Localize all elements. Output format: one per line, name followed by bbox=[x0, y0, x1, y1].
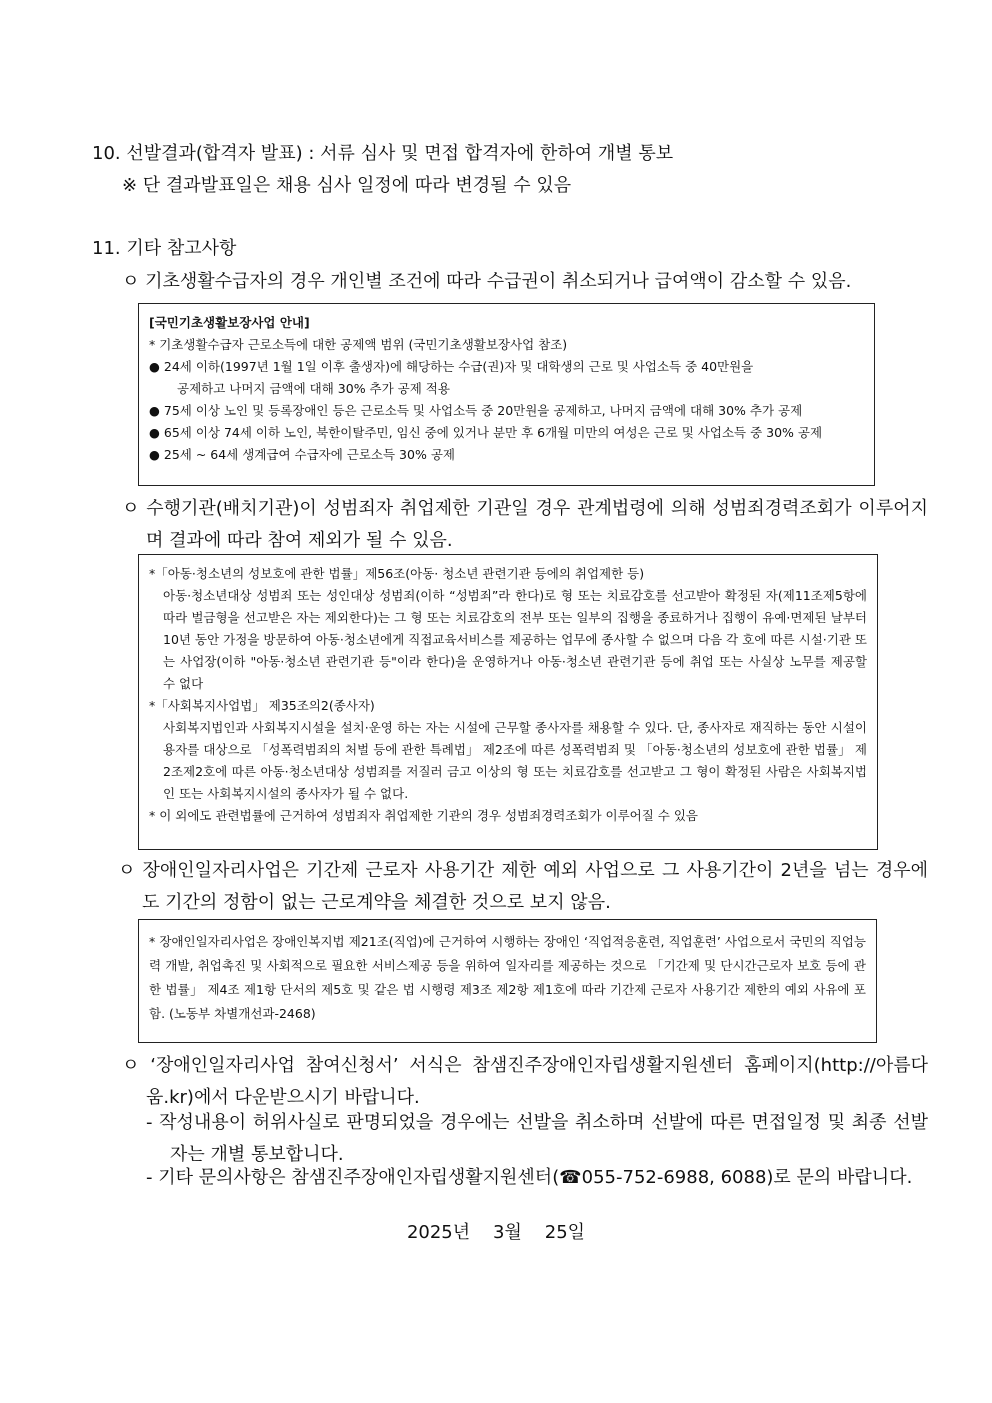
sub-false-info: - 작성내용이 허위사실로 판명되었을 경우에는 선발을 취소하며 선발에 따른 면접일정 및 최종 선발자는 개별 통보합니다. bbox=[146, 1112, 928, 1165]
item-application-form: ㅇ ‘장애인일자리사업 참여신청서’ 서식은 참샘진주장애인자립생활지원센터 홈페이지(http://아름다움.kr)에서 다운받으시기 바랍니다. bbox=[122, 1055, 928, 1108]
box1-line: ● 25세 ~ 64세 생계급여 수급자에 근로소득 30% 공제 bbox=[149, 447, 455, 462]
item-sex-crime-check: ㅇ 수행기관(배치기관)이 성범죄자 취업제한 기관일 경우 관계법령에 의해 성범죄경력조회가 이루어지며 결과에 따라 참여 제외가 될 수 있음. bbox=[122, 498, 928, 551]
sex-crime-law-box bbox=[138, 554, 878, 850]
law3-note: * 이 외에도 관련법률에 근거하여 성범죄자 취업제한 기관의 경우 성범죄경력조회가 이루어질 수 있음 bbox=[149, 808, 699, 823]
box1-heading: [국민기초생활보장사업 안내] bbox=[149, 315, 310, 330]
section-10-note: ※ 단 결과발표일은 채용 심사 일정에 따라 변경될 수 있음 bbox=[122, 175, 572, 196]
law1-title: *「아동·청소년의 성보호에 관한 법률」제56조(아동· 청소년 관련기관 등에의 취업제한 등) bbox=[149, 566, 645, 581]
box1-line: ● 65세 이상 74세 이하 노인, 북한이탈주민, 임신 중에 있거나 분만 후 6개월 미만의 여성은 근로 및 사업소득 중 30% 공제 bbox=[149, 425, 823, 440]
law1-body: 아동·청소년대상 성범죄 또는 성인대상 성범죄(이하 “성범죄”라 한다)로 형 또는 치료감호를 선고받아 확정된 자(제11조제5항에 따라 벌금형을 선고받은 자는 제외한다)는 그 형 또는 치료감호의 전부 또는 일부의 집행을 종료하거나 집행이 유예·면제된 날부터 10년 동안 가정을 방문하여 아동·청소년에게 직접교육서비스를 제공하는 업무에 종사할 수 없으며 다음 각 호에 따른 시설·기관 또는 사업장(이하 "아동·청소년 관련기관 등"이라 한다)을 운영하거나 아동·청소년 관련기관 등에 취업 또는 사실상 노무를 제공할 수 없다 bbox=[163, 588, 867, 691]
item-basic-livelihood: ㅇ 기초생활수급자의 경우 개인별 조건에 따라 수급권이 취소되거나 급여액이 감소할 수 있음. bbox=[122, 271, 852, 292]
item-fixed-term-exception: ㅇ 장애인일자리사업은 기간제 근로자 사용기간 제한 예외 사업으로 그 사용기간이 2년을 넘는 경우에도 기간의 정함이 없는 근로계약을 체결한 것으로 보지 않음. bbox=[118, 860, 928, 913]
fixed-term-exception-box bbox=[138, 919, 877, 1043]
box3-text: * 장애인일자리사업은 장애인복지법 제21조(직업)에 근거하여 시행하는 장애인 ‘직업적응훈련, 직업훈련’ 사업으로서 국민의 직업능력 개발, 취업촉진 및 사회적으로 필요한 서비스제공 등을 위하여 일자리를 제공하는 것으로 「기간제 및 단시간근로자 보호 등에 관한 법률」 제4조 제1항 단서의 제5호 및 같은 법 시행령 제3조 제2항 제1호에 따라 기간제 근로자 사용기간 제한의 예외 사유에 포함. (노동부 차별개선과-2468) bbox=[149, 934, 866, 1021]
document-date: 2025년 3월 25일 bbox=[406, 1222, 586, 1243]
sub-inquiry: - 기타 문의사항은 참샘진주장애인자립생활지원센터(☎055-752-6988, 6088)로 문의 바랍니다. bbox=[146, 1167, 913, 1188]
law2-title: *「사회복지사업법」 제35조의2(종사자) bbox=[149, 698, 375, 713]
box1-line: * 기초생활수급자 근로소득에 대한 공제액 범위 (국민기초생활보장사업 참조) bbox=[149, 337, 568, 352]
box1-line: ● 75세 이상 노인 및 등록장애인 등은 근로소득 및 사업소득 중 20만원을 공제하고, 나머지 금액에 대해 30% 추가 공제 bbox=[149, 403, 803, 418]
section-10-title: 10. 선발결과(합격자 발표) : 서류 심사 및 면접 합격자에 한하여 개별 통보 bbox=[92, 143, 674, 164]
box1-line: 공제하고 나머지 금액에 대해 30% 추가 공제 적용 bbox=[177, 381, 450, 396]
section-11-title: 11. 기타 참고사항 bbox=[92, 238, 237, 259]
basic-livelihood-info-box bbox=[138, 303, 875, 486]
box1-line: ● 24세 이하(1997년 1월 1일 이후 출생자)에 해당하는 수급(권)자 및 대학생의 근로 및 사업소득 중 40만원을 bbox=[149, 359, 754, 374]
law2-body: 사회복지법인과 사회복지시설을 설치·운영 하는 자는 시설에 근무할 종사자를 채용할 수 있다. 단, 종사자로 재직하는 동안 시설이용자를 대상으로 「성폭력범죄의 처벌 등에 관한 특례법」 제2조에 따른 성폭력범죄 및 「아동·청소년의 성보호에 관한 법률」 제2조제2호에 따른 아동·청소년대상 성범죄를 저질러 금고 이상의 형 또는 치료감호를 선고받고 그 형이 확정된 사람은 사회복지법인 또는 사회복지시설의 종사자가 될 수 없다. bbox=[163, 720, 867, 801]
